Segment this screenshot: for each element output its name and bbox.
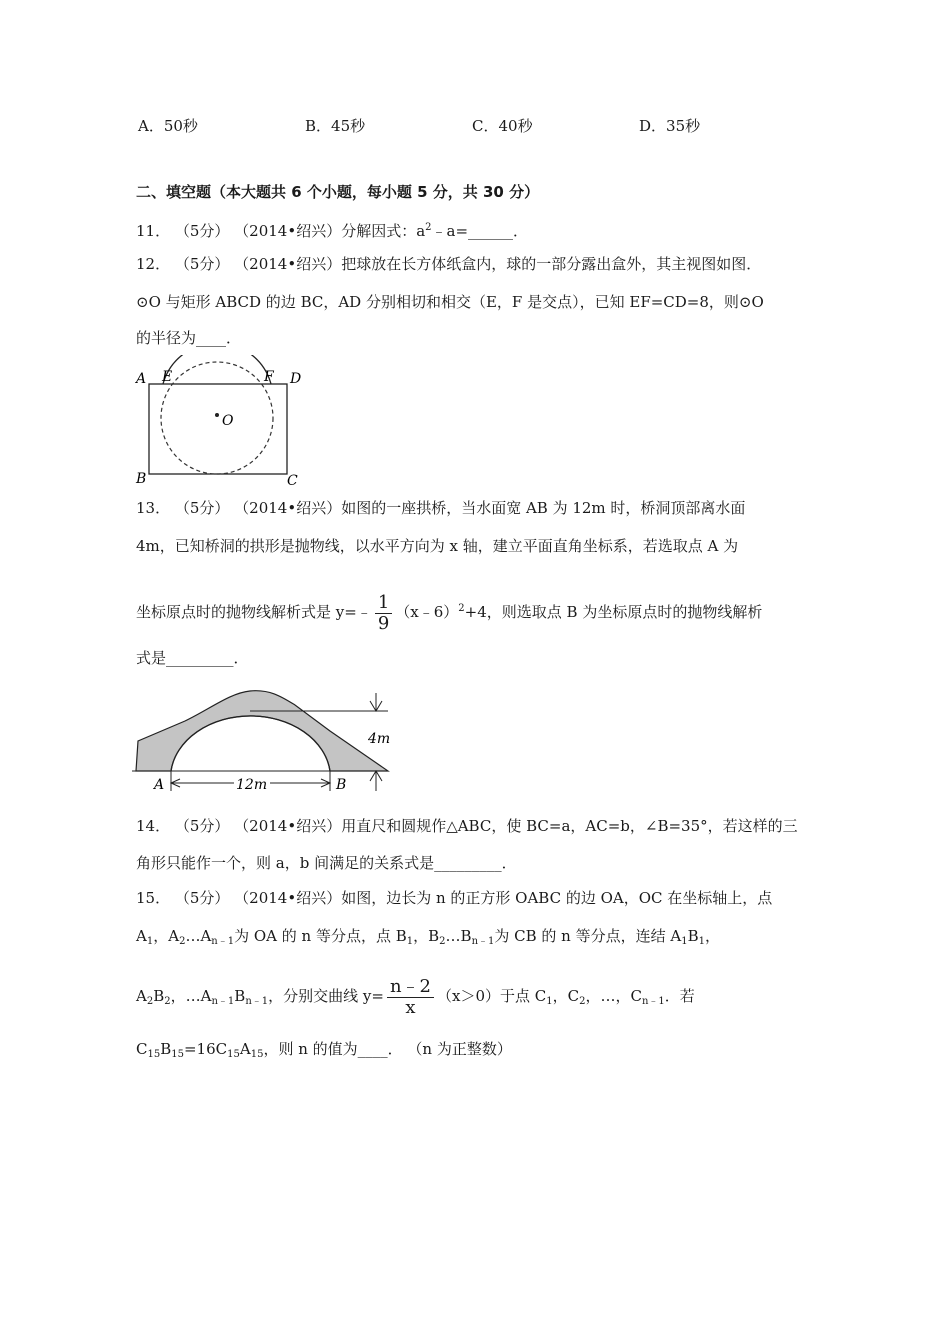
fraction-n-minus-2-over-x: $\frac{n﹣2}{x}$ (387, 977, 434, 1018)
question-13-line-1: 13． （5分） （2014•绍兴）如图的一座拱桥，当水面宽 AB 为 12m 时，桥洞顶部离水面 (136, 499, 746, 517)
span-label: 12m (236, 777, 268, 793)
label-e: E (162, 369, 173, 385)
label-a: A (136, 371, 147, 387)
option-a: A．50秒 (138, 117, 198, 135)
circle-rectangle-figure (130, 355, 310, 490)
question-15-line-4: $C_{15}B_{15}=16C_{15}A_{15}$，则 n 的值为____． （n 为正整数） (136, 1040, 512, 1060)
question-11: 11． （5分） （2014•绍兴）分解因式：$a^2﹣a=\_\_\_\_\_\_$． (136, 222, 529, 240)
fraction-one-ninth: $\frac{1}{9}$ (375, 593, 392, 634)
question-13-line-3: 坐标原点时的抛物线解析式是 y=﹣ $\frac{1}{9}$ （x﹣6）$^2$+4，则选取点 B 为坐标原点时的抛物线解析 (136, 591, 763, 634)
option-b: B．45秒 (305, 117, 366, 135)
option-c: C．40秒 (472, 117, 533, 135)
question-13-line-2: 4m，已知桥洞的拱形是抛物线，以水平方向为 x 轴，建立平面直角坐标系，若选取点 A 为 (136, 537, 739, 555)
height-label: 4m (368, 731, 391, 747)
question-15-line-3: $A_2B_2$，$\dots A_{n﹣1}B_{n﹣1}$，分别交曲线 y= $\frac{n﹣2}{x}$ （x＞0）于点 $C_1$，$C_2$，…，$C_{n﹣1}$．若 (136, 975, 695, 1018)
question-15-line-2: $A_1$，$A_2\dots A_{n﹣1}$为 OA 的 n 等分点，点 $B_1$，$B_2\dots B_{n﹣1}$为 CB 的 n 等分点，连结 $A_1B_1$， (136, 927, 721, 947)
question-14-line-1: 14． （5分） （2014•绍兴）用直尺和圆规作△ABC，使 BC=a，AC=b，∠B=35°，若这样的三 (136, 817, 798, 835)
label-f: F (264, 369, 274, 385)
question-12-line-3: 的半径为____． (136, 329, 242, 347)
label-a: A (154, 777, 165, 793)
arch-bridge-figure (130, 683, 395, 798)
question-12-line-2: ⊙O 与矩形 ABCD 的边 BC，AD 分别相切和相交（E，F 是交点），已知 EF=CD=8，则⊙O (136, 293, 764, 311)
question-14-line-2: 角形只能作一个，则 a，b 间满足的关系式是_________． (136, 854, 517, 872)
option-d: D．35秒 (639, 117, 701, 135)
label-c: C (287, 473, 298, 489)
question-15-line-1: 15． （5分） （2014•绍兴）如图，边长为 n 的正方形 OABC 的边 OA，OC 在坐标轴上，点 (136, 889, 773, 907)
question-12-line-1: 12． （5分） （2014•绍兴）把球放在长方体纸盒内，球的一部分露出盒外，其主视图如图． (136, 255, 762, 273)
label-b: B (136, 471, 147, 487)
label-b: B (336, 777, 347, 793)
section-title: 二、填空题（本大题共 6 个小题，每小题 5 分，共 30 分） (136, 183, 540, 201)
label-o: O (222, 413, 234, 429)
question-13-line-4: 式是_________． (136, 649, 249, 667)
label-d: D (290, 371, 302, 387)
